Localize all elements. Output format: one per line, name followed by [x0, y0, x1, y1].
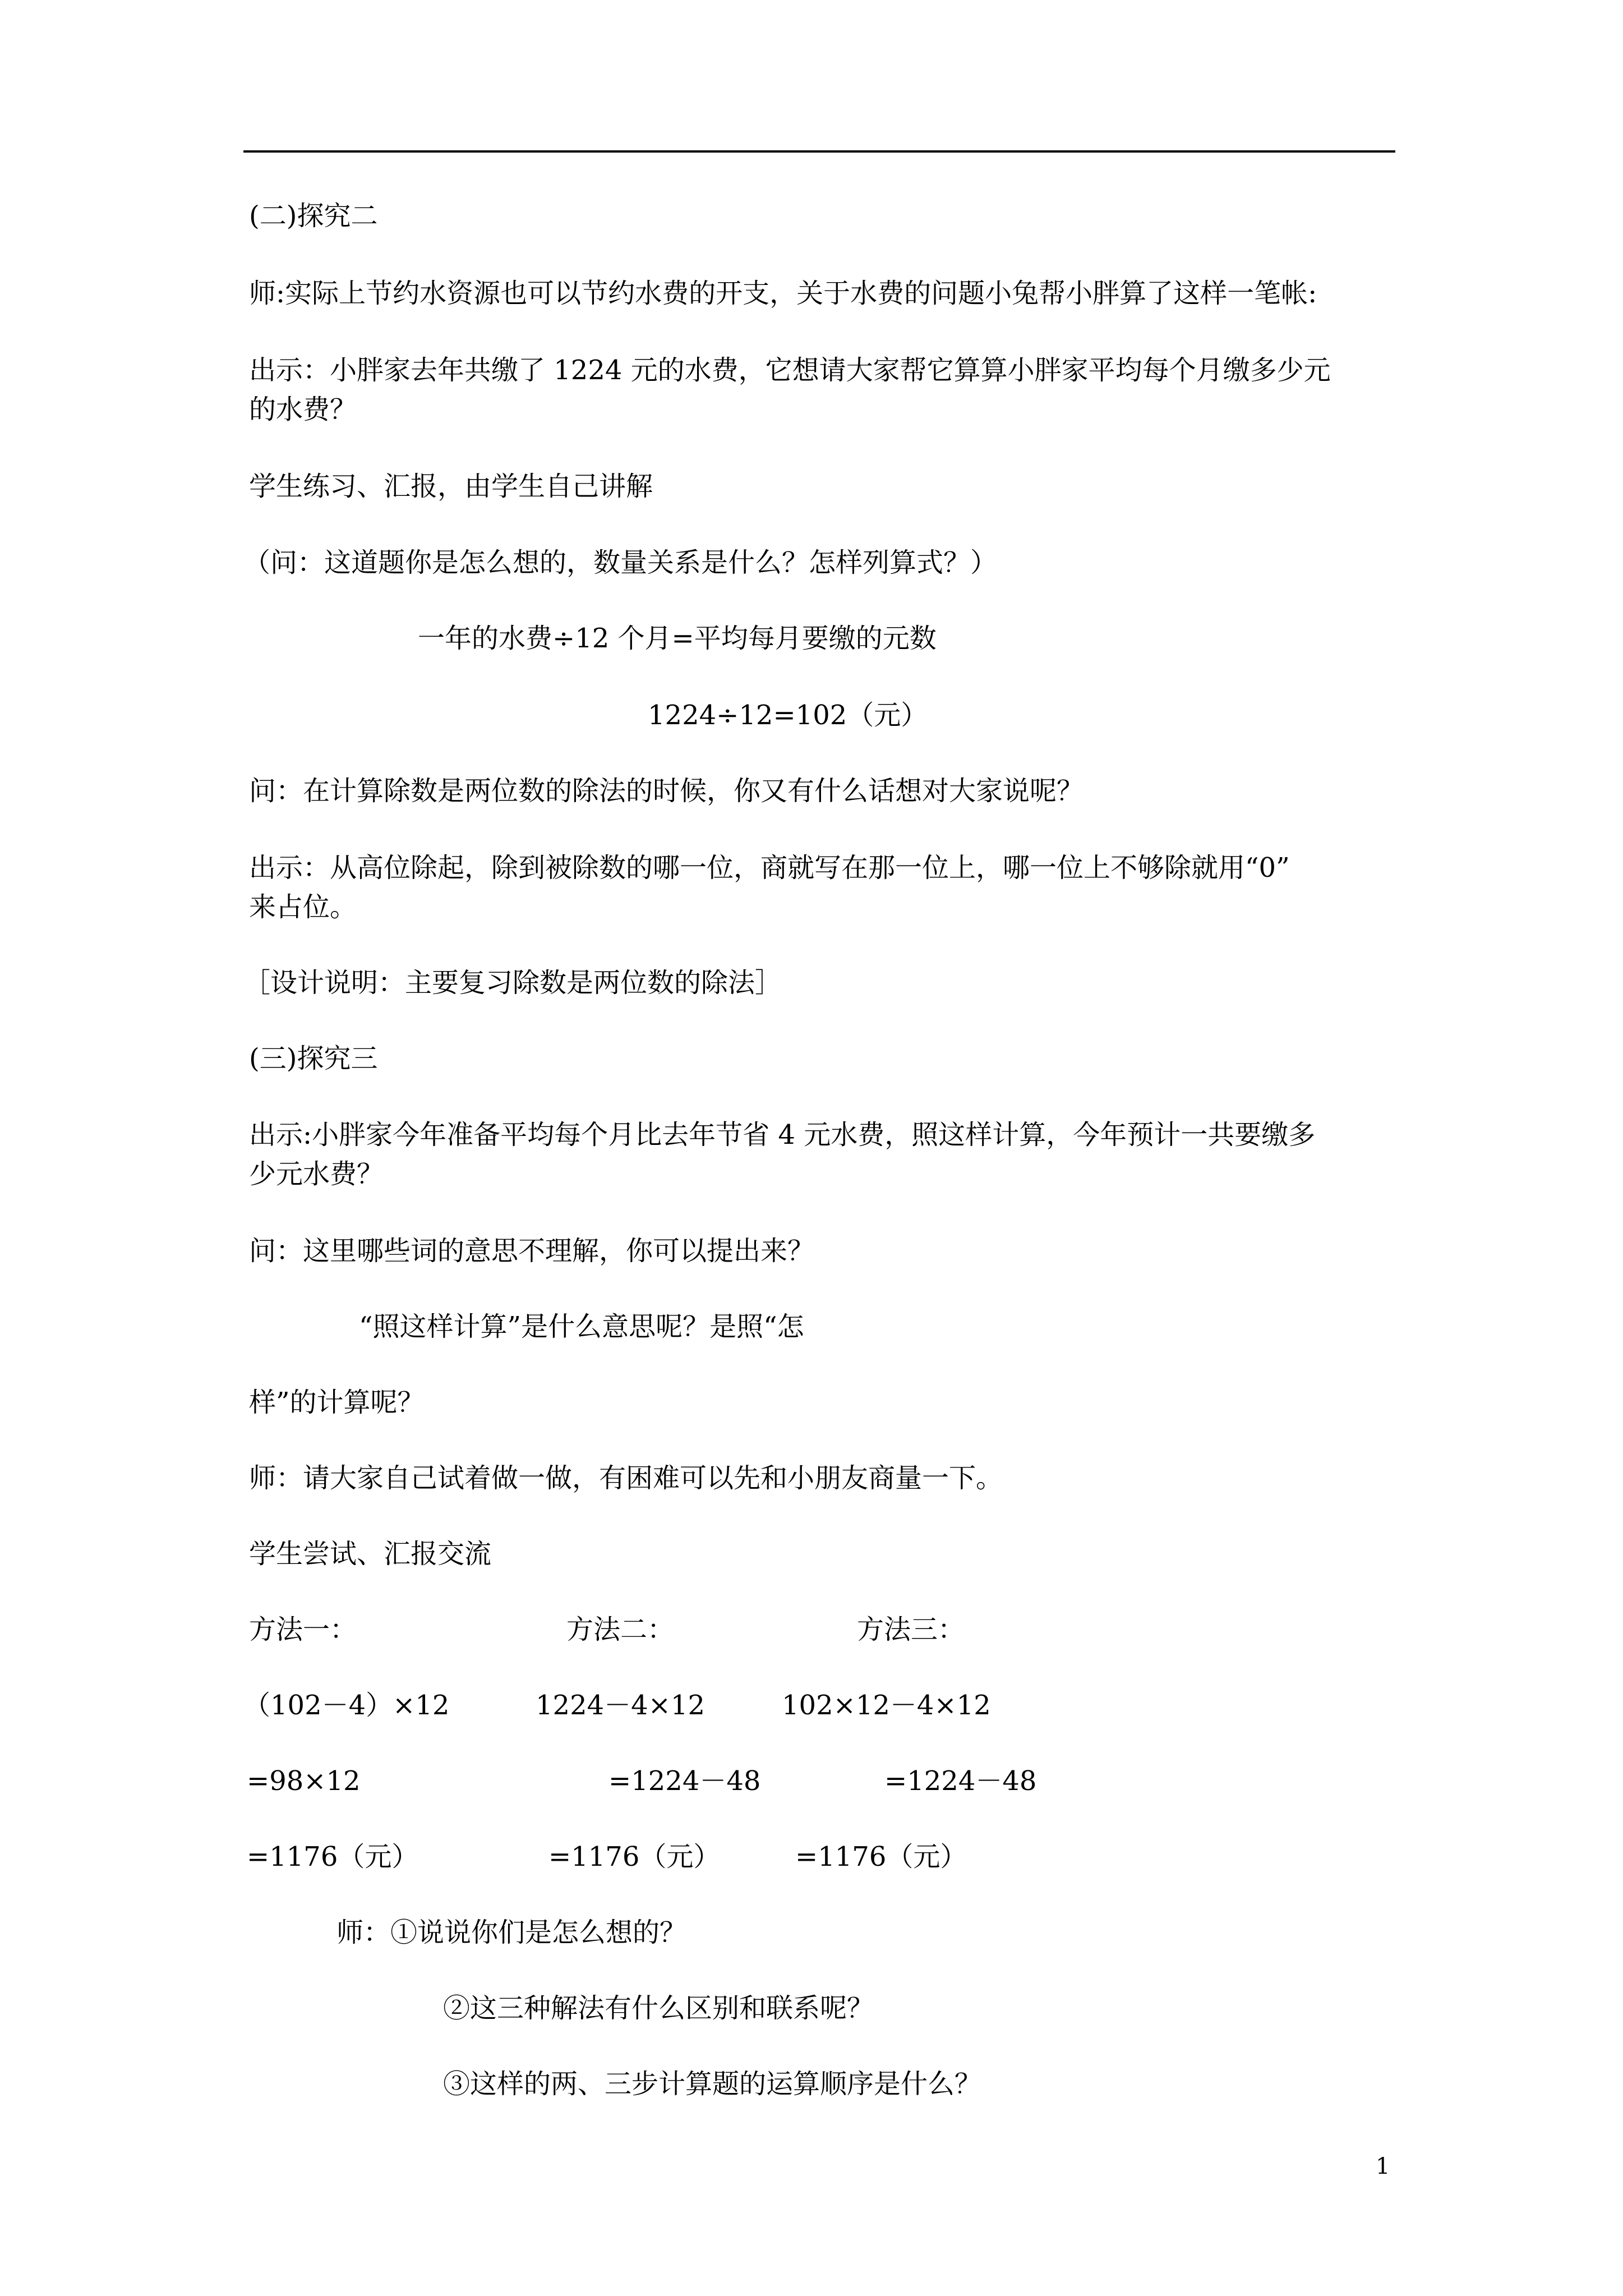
page-number: 1	[1376, 2154, 1390, 2179]
section-heading-2: (二)探究二	[249, 200, 378, 232]
question1-text: （问：这道题你是怎么想的，数量关系是什么？怎样列算式？）	[243, 547, 998, 578]
question3-text: 问：这里哪些词的意思不理解，你可以提出来？	[249, 1235, 815, 1267]
relation-text: 一年的水费÷12 个月=平均每月要缴的元数	[418, 623, 937, 654]
teacher-question3: ③这样的两、三步计算题的运算顺序是什么？	[443, 2068, 982, 2100]
equation-text: 1224÷12=102（元）	[648, 700, 928, 731]
method2-step1: 1224－4×12	[536, 1690, 705, 1721]
method3-step3: =1176（元）	[795, 1841, 967, 1872]
show2-line1: 出示：从高位除起，除到被除数的哪一位，商就写在那一位上，哪一位上不够除就用“0”	[249, 852, 1290, 884]
method3-step2: =1224－48	[884, 1765, 1037, 1797]
show2-line2: 来占位。	[249, 891, 357, 923]
section-heading-3: (三)探究三	[249, 1043, 378, 1074]
method3-title: 方法三：	[857, 1614, 965, 1645]
method1-step2: =98×12	[247, 1765, 361, 1797]
header-rule	[243, 150, 1395, 153]
method3-step1: 102×12－4×12	[782, 1690, 991, 1721]
method2-title: 方法二：	[566, 1614, 675, 1645]
teacher-question1: 师：①说说你们是怎么想的？	[336, 1917, 687, 1948]
show1-line2: 的水费？	[249, 394, 357, 425]
question2-text: 问：在计算除数是两位数的除法的时候，你又有什么话想对大家说呢？	[249, 775, 1084, 807]
method2-step3: =1176（元）	[548, 1841, 721, 1872]
teacher-try: 师：请大家自己试着做一做，有困难可以先和小朋友商量一下。	[249, 1462, 1003, 1494]
design-note: ［设计说明：主要复习除数是两位数的除法］	[243, 967, 782, 999]
method1-title: 方法一：	[249, 1614, 357, 1645]
quote-line1: “照这样计算”是什么意思呢？是照“怎	[359, 1311, 804, 1342]
teacher-intro: 师:实际上节约水资源也可以节约水费的开支，关于水费的问题小兔帮小胖算了这样一笔帐:	[249, 278, 1317, 309]
student-try: 学生尝试、汇报交流	[249, 1538, 492, 1570]
show3-line1: 出示:小胖家今年准备平均每个月比去年节省 4 元水费，照这样计算，今年预计一共要缴多	[249, 1119, 1316, 1151]
practice-text: 学生练习、汇报，由学生自己讲解	[249, 471, 653, 502]
method1-step1: （102－4）×12	[243, 1690, 450, 1721]
method1-step3: =1176（元）	[247, 1841, 419, 1872]
show3-line2: 少元水费？	[249, 1158, 384, 1190]
teacher-question2: ②这三种解法有什么区别和联系呢？	[443, 1993, 874, 2024]
quote-line2: 样”的计算呢？	[249, 1387, 425, 1418]
method2-step2: =1224－48	[608, 1765, 761, 1797]
show1-line1: 出示：小胖家去年共缴了 1224 元的水费，它想请大家帮它算算小胖家平均每个月缴多少元	[249, 355, 1331, 386]
